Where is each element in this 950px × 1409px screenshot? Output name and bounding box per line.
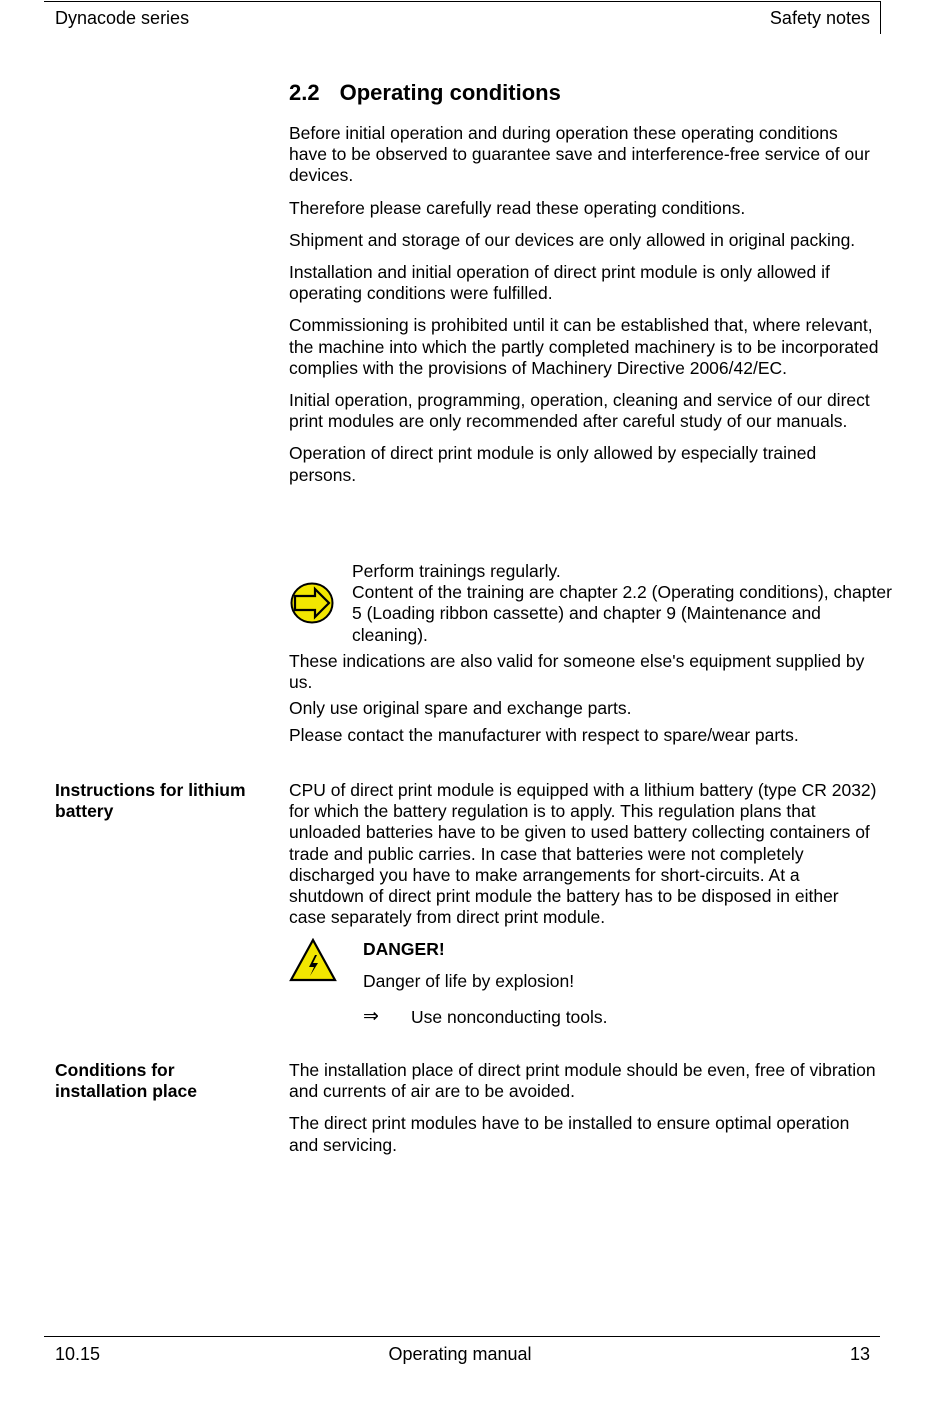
header-rule [44,1,880,2]
section-number: 2.2 [289,80,320,105]
header-corner-rule [880,1,881,34]
paragraph: These indications are also valid for someone else's equipment supplied by us. [289,651,865,693]
action-arrow-icon: ⇒ [363,1006,379,1027]
footer-date: 10.15 [55,1344,101,1364]
battery-section-label: Instructions for lithium battery [55,780,246,822]
action-text: Use nonconducting tools. [411,1007,608,1027]
battery-body [289,780,879,939]
danger-title: DANGER! [363,939,445,959]
arrow-right-icon [290,582,334,624]
paragraph: The direct print modules have to be installed to ensure optimal operation and servicing. [289,1113,850,1155]
danger-text: Danger of life by explosion! [363,971,575,991]
paragraph: Commissioning is prohibited until it can be established that, where relevant, the machine into which the partly completed machinery is to be incorporated complies with the provisions of Machinery Directive 2006/42/EC. [289,315,879,378]
page-number: 13 [849,1344,870,1364]
paragraph: Please contact the manufacturer with respect to spare/wear parts. [289,724,799,745]
note-line-1: Perform trainings regularly. [352,561,561,581]
paragraph: Installation and initial operation of direct print module is only allowed if operating conditions were fulfilled. [289,262,830,304]
paragraph: Initial operation, programming, operation, cleaning and service of our direct print modules are only recommended after careful study of our manuals. [289,390,870,432]
installation-section-label: Conditions for installation place [55,1060,197,1102]
paragraph: Therefore please carefully read these operating conditions. [289,197,746,218]
note-line-2: Content of the training are chapter 2.2 (Operating conditions), chapter 5 (Loading ribbon cassette) and chapter 9 (Maintenance and cleaning). [352,582,892,645]
header-series: Dynacode series [55,8,190,28]
operating-conditions-body [289,123,879,497]
installation-body [289,1060,879,1167]
paragraph: The installation place of direct print module should be even, free of vibration and currents of air are to be avoided. [289,1060,876,1102]
paragraph: Shipment and storage of our devices are only allowed in original packing. [289,229,856,250]
indications-body [289,651,879,757]
section-title: Operating conditions [339,80,561,105]
training-note [352,561,892,646]
paragraph: Operation of direct print module is only allowed by especially trained persons. [289,443,817,485]
footer-title: Operating manual [388,1344,532,1364]
paragraph: Only use original spare and exchange parts. [289,698,632,719]
paragraph: Before initial operation and during operation these operating conditions have to be observed to guarantee save and interference-free service of our devices. [289,123,870,186]
electric-hazard-icon [289,938,337,982]
footer-rule [44,1336,880,1337]
battery-paragraph: CPU of direct print module is equipped with a lithium battery (type CR 2032) for which the battery regulation is to apply. This regulation plans that unloaded batteries have to be given to used battery collecting containers of trade and public carries. In case that batteries were not completely discharged you have to make arrangements for short-circuits. At a shutdown of direct print module the battery has to be disposed in either case separately from direct print module. [289,780,877,928]
section-heading [289,80,561,106]
header-chapter: Safety notes [769,8,870,28]
